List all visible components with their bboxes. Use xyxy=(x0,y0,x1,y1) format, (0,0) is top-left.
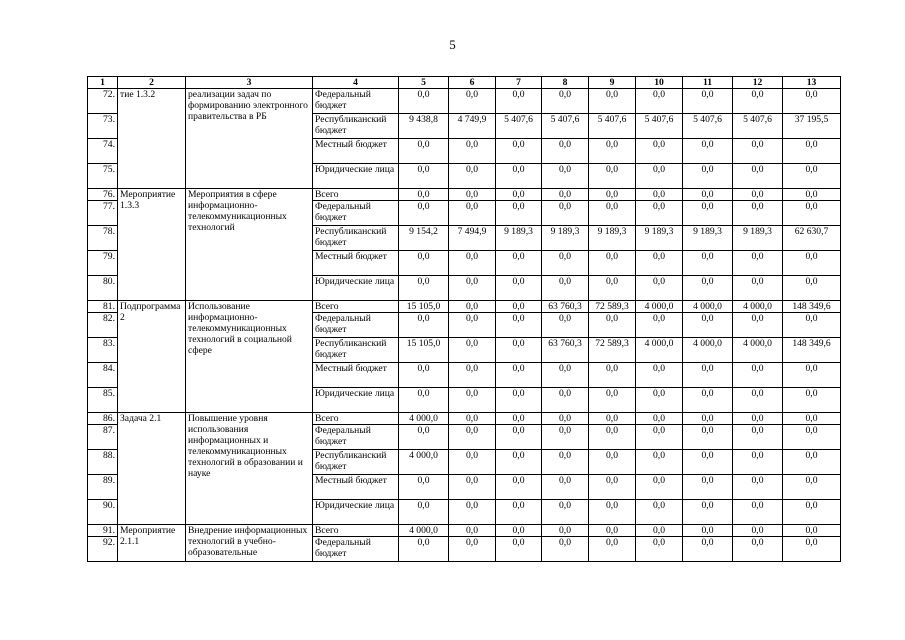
year-value: 0,0 xyxy=(542,537,589,562)
table-row xyxy=(88,89,841,114)
page-number: 5 xyxy=(449,37,456,52)
funding-source: Республиканский бюджет xyxy=(313,226,399,251)
row-number: 81. xyxy=(88,301,118,313)
year-value: 0,0 xyxy=(542,425,589,450)
year-value: 0,0 xyxy=(733,189,783,201)
total-value: 0,0 xyxy=(783,251,841,276)
total-value: 0,0 xyxy=(783,313,841,338)
year-value: 0,0 xyxy=(589,313,636,338)
year-value: 5 407,6 xyxy=(636,114,683,139)
year-value: 0,0 xyxy=(589,363,636,388)
year-value: 0,0 xyxy=(542,139,589,164)
year-value: 0,0 xyxy=(636,413,683,425)
header-cell: 10 xyxy=(636,77,683,89)
table-row xyxy=(88,189,841,201)
year-value: 0,0 xyxy=(636,388,683,413)
year-value: 0,0 xyxy=(589,276,636,301)
funding-source: Юридические лица xyxy=(313,164,399,189)
year-value: 9 189,3 xyxy=(496,226,542,251)
year-value: 0,0 xyxy=(449,251,496,276)
year-value: 0,0 xyxy=(636,164,683,189)
program-description: Использование информационно-телекоммуникационных технологий в социальной сфере xyxy=(186,301,313,413)
year-value: 5 407,6 xyxy=(496,114,542,139)
funding-source: Всего xyxy=(313,301,399,313)
year-value: 0,0 xyxy=(496,139,542,164)
year-value: 0,0 xyxy=(733,450,783,475)
year-value: 0,0 xyxy=(496,338,542,363)
year-value: 0,0 xyxy=(636,525,683,537)
row-number: 73. xyxy=(88,114,118,139)
year-value: 0,0 xyxy=(399,201,449,226)
year-value: 4 000,0 xyxy=(636,301,683,313)
year-value: 0,0 xyxy=(636,450,683,475)
year-value: 4 000,0 xyxy=(399,525,449,537)
funding-source: Всего xyxy=(313,189,399,201)
year-value: 0,0 xyxy=(399,251,449,276)
year-value: 0,0 xyxy=(589,251,636,276)
year-value: 0,0 xyxy=(449,500,496,525)
year-value: 0,0 xyxy=(496,301,542,313)
year-value: 9 189,3 xyxy=(733,226,783,251)
year-value: 0,0 xyxy=(449,450,496,475)
year-value: 0,0 xyxy=(542,276,589,301)
year-value: 0,0 xyxy=(449,425,496,450)
year-value: 0,0 xyxy=(542,201,589,226)
budget-table xyxy=(87,76,841,562)
program-name: тие 1.3.2 xyxy=(118,89,186,189)
year-value: 0,0 xyxy=(496,89,542,114)
year-value: 72 589,3 xyxy=(589,338,636,363)
year-value: 0,0 xyxy=(733,500,783,525)
year-value: 4 000,0 xyxy=(399,450,449,475)
total-value: 0,0 xyxy=(783,413,841,425)
total-value: 0,0 xyxy=(783,164,841,189)
year-value: 5 407,6 xyxy=(542,114,589,139)
header-cell: 12 xyxy=(733,77,783,89)
year-value: 0,0 xyxy=(733,388,783,413)
year-value: 0,0 xyxy=(733,525,783,537)
header-cell: 9 xyxy=(589,77,636,89)
year-value: 0,0 xyxy=(449,164,496,189)
year-value: 0,0 xyxy=(636,475,683,500)
row-number: 77. xyxy=(88,201,118,226)
total-value: 0,0 xyxy=(783,189,841,201)
year-value: 0,0 xyxy=(733,313,783,338)
row-number: 88. xyxy=(88,450,118,475)
year-value: 0,0 xyxy=(636,276,683,301)
year-value: 0,0 xyxy=(733,139,783,164)
year-value: 0,0 xyxy=(683,500,733,525)
year-value: 0,0 xyxy=(399,388,449,413)
row-number: 86. xyxy=(88,413,118,425)
program-description: Внедрение информационных технологий в учебно-образовательные xyxy=(186,525,313,562)
header-cell: 11 xyxy=(683,77,733,89)
year-value: 0,0 xyxy=(399,500,449,525)
year-value: 5 407,6 xyxy=(683,114,733,139)
year-value: 0,0 xyxy=(449,338,496,363)
program-name: Мероприятие 1.3.3 xyxy=(118,189,186,301)
year-value: 0,0 xyxy=(683,189,733,201)
year-value: 0,0 xyxy=(496,189,542,201)
year-value: 0,0 xyxy=(542,413,589,425)
total-value: 148 349,6 xyxy=(783,338,841,363)
row-number: 92. xyxy=(88,537,118,562)
header-cell: 3 xyxy=(186,77,313,89)
year-value: 0,0 xyxy=(589,425,636,450)
funding-source: Федеральный бюджет xyxy=(313,537,399,562)
year-value: 0,0 xyxy=(399,475,449,500)
year-value: 0,0 xyxy=(399,313,449,338)
year-value: 0,0 xyxy=(733,276,783,301)
header-cell: 13 xyxy=(783,77,841,89)
year-value: 9 189,3 xyxy=(636,226,683,251)
table-row xyxy=(88,301,841,313)
row-number: 90. xyxy=(88,500,118,525)
year-value: 0,0 xyxy=(636,139,683,164)
header-cell: 8 xyxy=(542,77,589,89)
year-value: 0,0 xyxy=(733,425,783,450)
year-value: 0,0 xyxy=(449,89,496,114)
row-number: 85. xyxy=(88,388,118,413)
year-value: 0,0 xyxy=(589,525,636,537)
total-value: 0,0 xyxy=(783,425,841,450)
year-value: 0,0 xyxy=(636,425,683,450)
year-value: 0,0 xyxy=(733,201,783,226)
row-number: 72. xyxy=(88,89,118,114)
row-number: 80. xyxy=(88,276,118,301)
year-value: 0,0 xyxy=(496,276,542,301)
year-value: 0,0 xyxy=(542,388,589,413)
program-name: Задача 2.1 xyxy=(118,413,186,525)
funding-source: Федеральный бюджет xyxy=(313,201,399,226)
year-value: 0,0 xyxy=(733,413,783,425)
year-value: 0,0 xyxy=(496,388,542,413)
year-value: 63 760,3 xyxy=(542,301,589,313)
funding-source: Юридические лица xyxy=(313,500,399,525)
total-value: 0,0 xyxy=(783,450,841,475)
year-value: 0,0 xyxy=(589,500,636,525)
total-value: 0,0 xyxy=(783,363,841,388)
year-value: 0,0 xyxy=(683,425,733,450)
header-cell: 7 xyxy=(496,77,542,89)
funding-source: Республиканский бюджет xyxy=(313,450,399,475)
program-description: Мероприятия в сфере информационно-телекоммуникационных технологий xyxy=(186,189,313,301)
year-value: 0,0 xyxy=(449,189,496,201)
year-value: 0,0 xyxy=(496,525,542,537)
year-value: 0,0 xyxy=(636,500,683,525)
year-value: 0,0 xyxy=(449,525,496,537)
year-value: 0,0 xyxy=(733,475,783,500)
year-value: 0,0 xyxy=(399,537,449,562)
year-value: 0,0 xyxy=(496,201,542,226)
year-value: 0,0 xyxy=(636,537,683,562)
year-value: 0,0 xyxy=(542,363,589,388)
year-value: 0,0 xyxy=(542,475,589,500)
funding-source: Юридические лица xyxy=(313,388,399,413)
year-value: 0,0 xyxy=(496,475,542,500)
total-value: 0,0 xyxy=(783,500,841,525)
year-value: 0,0 xyxy=(496,363,542,388)
year-value: 0,0 xyxy=(636,313,683,338)
year-value: 9 189,3 xyxy=(589,226,636,251)
year-value: 0,0 xyxy=(496,450,542,475)
row-number: 75. xyxy=(88,164,118,189)
year-value: 0,0 xyxy=(449,313,496,338)
year-value: 4 000,0 xyxy=(733,338,783,363)
year-value: 0,0 xyxy=(449,388,496,413)
total-value: 0,0 xyxy=(783,475,841,500)
year-value: 0,0 xyxy=(683,89,733,114)
year-value: 0,0 xyxy=(589,388,636,413)
funding-source: Местный бюджет xyxy=(313,363,399,388)
year-value: 0,0 xyxy=(449,537,496,562)
year-value: 5 407,6 xyxy=(589,114,636,139)
year-value: 7 494,9 xyxy=(449,226,496,251)
year-value: 0,0 xyxy=(589,537,636,562)
year-value: 0,0 xyxy=(496,313,542,338)
program-name: Подпрограмма 2 xyxy=(118,301,186,413)
year-value: 15 105,0 xyxy=(399,338,449,363)
row-number: 84. xyxy=(88,363,118,388)
total-value: 0,0 xyxy=(783,276,841,301)
funding-source: Местный бюджет xyxy=(313,251,399,276)
funding-source: Юридические лица xyxy=(313,276,399,301)
year-value: 0,0 xyxy=(542,251,589,276)
header-cell: 5 xyxy=(399,77,449,89)
year-value: 0,0 xyxy=(683,139,733,164)
year-value: 0,0 xyxy=(683,313,733,338)
year-value: 0,0 xyxy=(733,89,783,114)
year-value: 9 189,3 xyxy=(683,226,733,251)
year-value: 4 000,0 xyxy=(733,301,783,313)
year-value: 0,0 xyxy=(449,413,496,425)
year-value: 0,0 xyxy=(683,276,733,301)
year-value: 0,0 xyxy=(683,251,733,276)
funding-source: Федеральный бюджет xyxy=(313,313,399,338)
year-value: 0,0 xyxy=(683,475,733,500)
header-cell: 2 xyxy=(118,77,186,89)
year-value: 0,0 xyxy=(683,537,733,562)
year-value: 0,0 xyxy=(449,201,496,226)
total-value: 148 349,6 xyxy=(783,301,841,313)
program-name: Мероприятие 2.1.1 xyxy=(118,525,186,562)
funding-source: Всего xyxy=(313,525,399,537)
year-value: 0,0 xyxy=(683,413,733,425)
program-description: Повышение уровня использования информационных и телекоммуникационных технологий в образовании и науке xyxy=(186,413,313,525)
year-value: 0,0 xyxy=(636,251,683,276)
year-value: 0,0 xyxy=(496,251,542,276)
year-value: 9 154,2 xyxy=(399,226,449,251)
year-value: 0,0 xyxy=(449,276,496,301)
funding-source: Федеральный бюджет xyxy=(313,89,399,114)
program-description: реализации задач по формированию электронного правительства в РБ xyxy=(186,89,313,189)
year-value: 0,0 xyxy=(542,189,589,201)
table-row xyxy=(88,413,841,425)
year-value: 0,0 xyxy=(589,139,636,164)
row-number: 74. xyxy=(88,139,118,164)
year-value: 0,0 xyxy=(399,189,449,201)
total-value: 0,0 xyxy=(783,537,841,562)
row-number: 78. xyxy=(88,226,118,251)
year-value: 0,0 xyxy=(589,89,636,114)
year-value: 0,0 xyxy=(449,301,496,313)
year-value: 0,0 xyxy=(589,164,636,189)
funding-source: Всего xyxy=(313,413,399,425)
year-value: 0,0 xyxy=(399,425,449,450)
year-value: 0,0 xyxy=(636,363,683,388)
year-value: 0,0 xyxy=(449,475,496,500)
year-value: 0,0 xyxy=(496,413,542,425)
year-value: 0,0 xyxy=(589,201,636,226)
year-value: 0,0 xyxy=(399,363,449,388)
year-value: 0,0 xyxy=(683,164,733,189)
year-value: 0,0 xyxy=(589,450,636,475)
year-value: 4 000,0 xyxy=(683,338,733,363)
header-cell: 4 xyxy=(313,77,399,89)
year-value: 9 438,8 xyxy=(399,114,449,139)
year-value: 0,0 xyxy=(636,189,683,201)
year-value: 72 589,3 xyxy=(589,301,636,313)
year-value: 0,0 xyxy=(542,450,589,475)
row-number: 83. xyxy=(88,338,118,363)
year-value: 0,0 xyxy=(589,189,636,201)
year-value: 4 000,0 xyxy=(399,413,449,425)
total-value: 0,0 xyxy=(783,89,841,114)
total-value: 37 195,5 xyxy=(783,114,841,139)
header-cell: 6 xyxy=(449,77,496,89)
year-value: 0,0 xyxy=(399,139,449,164)
year-value: 0,0 xyxy=(683,388,733,413)
total-value: 0,0 xyxy=(783,139,841,164)
year-value: 0,0 xyxy=(542,313,589,338)
year-value: 0,0 xyxy=(542,164,589,189)
table-row xyxy=(88,525,841,537)
header-cell: 1 xyxy=(88,77,118,89)
total-value: 0,0 xyxy=(783,388,841,413)
funding-source: Местный бюджет xyxy=(313,475,399,500)
funding-source: Местный бюджет xyxy=(313,139,399,164)
year-value: 0,0 xyxy=(449,139,496,164)
total-value: 0,0 xyxy=(783,525,841,537)
year-value: 0,0 xyxy=(542,525,589,537)
year-value: 0,0 xyxy=(683,201,733,226)
year-value: 15 105,0 xyxy=(399,301,449,313)
row-number: 79. xyxy=(88,251,118,276)
year-value: 0,0 xyxy=(449,363,496,388)
table-body xyxy=(88,89,841,562)
year-value: 0,0 xyxy=(733,537,783,562)
year-value: 5 407,6 xyxy=(733,114,783,139)
row-number: 91. xyxy=(88,525,118,537)
year-value: 0,0 xyxy=(589,413,636,425)
year-value: 0,0 xyxy=(589,475,636,500)
year-value: 0,0 xyxy=(399,89,449,114)
year-value: 0,0 xyxy=(733,164,783,189)
funding-source: Федеральный бюджет xyxy=(313,425,399,450)
row-number: 82. xyxy=(88,313,118,338)
row-number: 87. xyxy=(88,425,118,450)
year-value: 0,0 xyxy=(496,500,542,525)
year-value: 0,0 xyxy=(636,201,683,226)
year-value: 0,0 xyxy=(399,164,449,189)
total-value: 62 630,7 xyxy=(783,226,841,251)
year-value: 9 189,3 xyxy=(542,226,589,251)
year-value: 0,0 xyxy=(496,537,542,562)
year-value: 0,0 xyxy=(733,251,783,276)
year-value: 0,0 xyxy=(636,89,683,114)
funding-source: Республиканский бюджет xyxy=(313,114,399,139)
year-value: 63 760,3 xyxy=(542,338,589,363)
year-value: 0,0 xyxy=(496,425,542,450)
year-value: 0,0 xyxy=(733,363,783,388)
funding-source: Республиканский бюджет xyxy=(313,338,399,363)
year-value: 0,0 xyxy=(542,89,589,114)
year-value: 0,0 xyxy=(683,363,733,388)
year-value: 0,0 xyxy=(399,276,449,301)
total-value: 0,0 xyxy=(783,201,841,226)
year-value: 4 000,0 xyxy=(683,301,733,313)
row-number: 76. xyxy=(88,189,118,201)
year-value: 0,0 xyxy=(683,525,733,537)
header-row xyxy=(88,77,841,89)
row-number: 89. xyxy=(88,475,118,500)
year-value: 0,0 xyxy=(542,500,589,525)
year-value: 4 000,0 xyxy=(636,338,683,363)
year-value: 0,0 xyxy=(683,450,733,475)
year-value: 4 749,9 xyxy=(449,114,496,139)
year-value: 0,0 xyxy=(496,164,542,189)
